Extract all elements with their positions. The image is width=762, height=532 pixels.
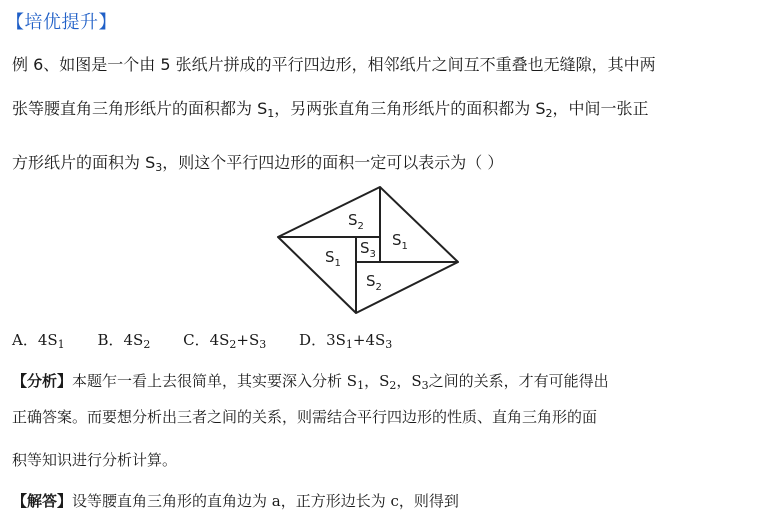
- label-s3: $S_3$: [360, 239, 376, 260]
- analysis-line-1: 【分析】本题乍一看上去很简单，其实要深入分析 $S_1$，$S_2$，$S_3$之间的关系，才有可能得出: [12, 372, 609, 392]
- choice-c[interactable]: C．$4S_2+S_3$: [183, 331, 267, 351]
- choice-b[interactable]: B．$4S_2$: [97, 331, 151, 351]
- solution-line: 【解答】设等腰直角三角形的直角边为 a，正方形边长为 c，则得到: [12, 492, 459, 510]
- label-s2-top: $S_2$: [348, 211, 364, 232]
- choice-d[interactable]: D．$3S_1+4S_3$: [299, 331, 393, 351]
- label-s1-left: $S_1$: [325, 248, 341, 269]
- analysis-line-3: 积等知识进行分析计算。: [12, 451, 178, 469]
- solution-tag: 【解答】: [12, 492, 73, 510]
- question-line-3: 方形纸片的面积为 $S_3$，则这个平行四边形的面积一定可以表示为（ ）: [12, 153, 504, 174]
- label-s2-bottom: $S_2$: [366, 272, 382, 293]
- question-line-2: 张等腰直角三角形纸片的面积都为 $S_1$，另两张直角三角形纸片的面积都为 $S_2$，中间一张正: [12, 99, 649, 120]
- section-tag: 【培优提升】: [6, 12, 117, 33]
- analysis-tag: 【分析】: [12, 372, 73, 390]
- choice-a[interactable]: A．$4S_1$: [12, 331, 65, 351]
- question-line-1: 例 6、如图是一个由 5 张纸片拼成的平行四边形，相邻纸片之间互不重叠也无缝隙，其中两: [12, 55, 656, 74]
- label-s1-right: $S_1$: [392, 231, 408, 252]
- answer-choices: [12, 329, 420, 351]
- parallelogram-figure: [270, 185, 470, 325]
- analysis-line-2: 正确答案。而要想分析出三者之间的关系，则需结合平行四边形的性质、直角三角形的面: [12, 408, 598, 426]
